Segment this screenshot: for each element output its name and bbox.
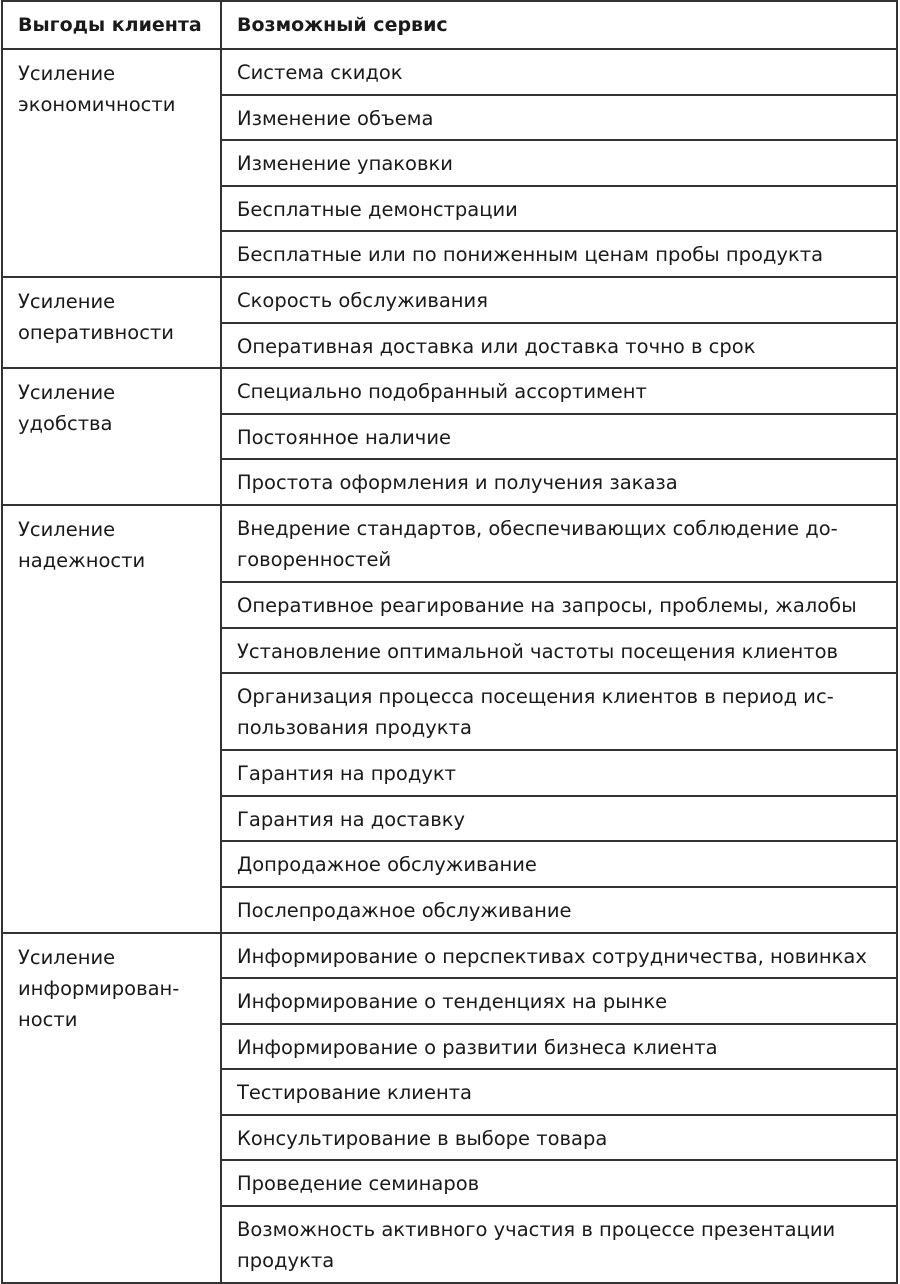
table-row: [2, 505, 897, 582]
service-cell: Информирование о перспективах сотрудничества, новинках: [221, 933, 897, 979]
service-cell: Информирование о развитии бизнеса клиента: [221, 1024, 897, 1070]
benefit-cell: Усиление удобства: [2, 368, 221, 505]
service-cell: Изменение упаковки: [221, 140, 897, 186]
service-cell: Оперативное реагирование на запросы, проблемы, жалобы: [221, 582, 897, 628]
benefit-cell: Усиление надежности: [2, 505, 221, 933]
service-cell: Бесплатные или по пониженным ценам пробы продукта: [221, 231, 897, 277]
service-cell: Система скидок: [221, 49, 897, 95]
header-benefits: Выгоды клиента: [2, 1, 221, 49]
service-cell: Послепродажное обслуживание: [221, 887, 897, 933]
service-cell: Тестирование клиента: [221, 1069, 897, 1115]
header-row: [2, 1, 897, 49]
benefit-cell: Усиление информирован- ности: [2, 933, 221, 1284]
service-cell: Консультирование в выборе товара: [221, 1115, 897, 1161]
table-row: [2, 277, 897, 323]
benefits-services-table: [1, 0, 898, 1284]
service-cell: Простота оформления и получения заказа: [221, 459, 897, 505]
service-cell: Гарантия на доставку: [221, 796, 897, 842]
service-cell: Бесплатные демонстрации: [221, 186, 897, 232]
table-row: [2, 933, 897, 979]
service-cell: Скорость обслуживания: [221, 277, 897, 323]
service-cell: Гарантия на продукт: [221, 750, 897, 796]
service-cell: Допродажное обслуживание: [221, 841, 897, 887]
service-cell: Проведение семинаров: [221, 1160, 897, 1206]
service-cell: Постоянное наличие: [221, 414, 897, 460]
service-cell: Оперативная доставка или доставка точно в срок: [221, 323, 897, 369]
service-cell: Организация процесса посещения клиентов в период ис- пользования продукта: [221, 673, 897, 750]
header-services: Возможный сервис: [221, 1, 897, 49]
benefit-cell: Усиление оперативности: [2, 277, 221, 368]
service-cell: Возможность активного участия в процессе презентации продукта: [221, 1206, 897, 1283]
table-row: [2, 49, 897, 95]
service-cell: Информирование о тенденциях на рынке: [221, 978, 897, 1024]
benefit-cell: Усиление экономичности: [2, 49, 221, 277]
service-cell: Специально подобранный ассортимент: [221, 368, 897, 414]
service-cell: Изменение объема: [221, 95, 897, 141]
table-row: [2, 368, 897, 414]
service-cell: Установление оптимальной частоты посещения клиентов: [221, 628, 897, 674]
service-cell: Внедрение стандартов, обеспечивающих соблюдение до- говоренностей: [221, 505, 897, 582]
